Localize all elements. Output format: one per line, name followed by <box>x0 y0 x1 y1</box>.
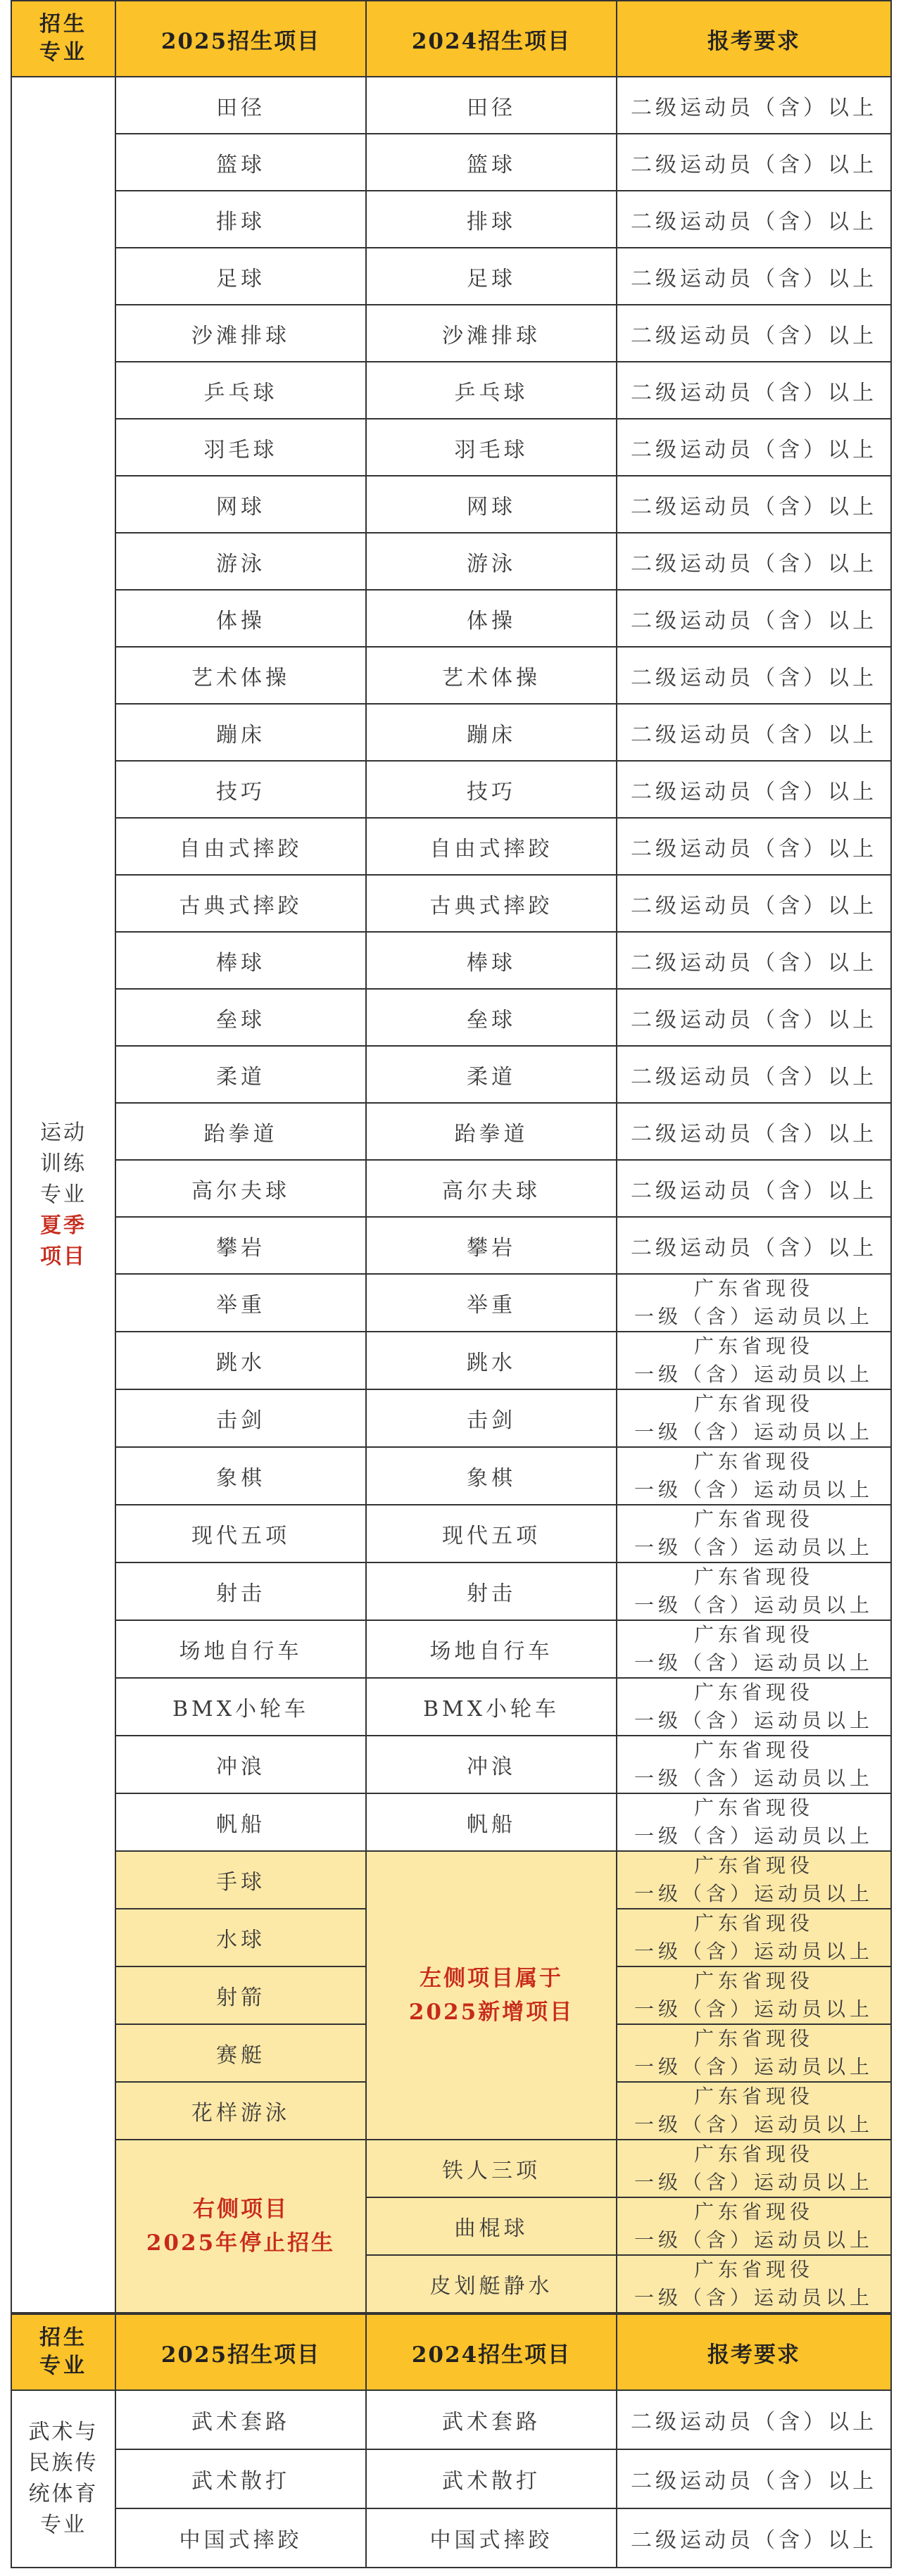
table-row <box>11 2390 891 2449</box>
project-2024: 排球 <box>366 191 617 248</box>
project-2025: 射击 <box>115 1562 366 1620</box>
requirement: 二级运动员（含）以上 <box>617 761 891 818</box>
project-2025: 艺术体操 <box>115 647 366 704</box>
project-2024: BMX小轮车 <box>366 1678 617 1736</box>
table-row <box>11 134 891 191</box>
header-2024: 2024招生项目 <box>366 2314 617 2390</box>
project-2025: 武术散打 <box>115 2449 366 2508</box>
table-row <box>11 875 891 932</box>
project-2024: 举重 <box>366 1274 617 1332</box>
project-2024: 跆拳道 <box>366 1103 617 1160</box>
text-line: 招生 <box>39 2325 87 2350</box>
requirement: 二级运动员（含）以上 <box>617 590 891 647</box>
requirement: 二级运动员（含）以上 <box>617 2508 891 2568</box>
project-2025: 攀岩 <box>115 1217 366 1274</box>
requirement <box>617 1851 891 1909</box>
table-row <box>11 476 891 533</box>
table-row <box>11 932 891 989</box>
header-category <box>11 1 115 77</box>
text-line: 一级（含）运动员以上 <box>634 1997 874 2021</box>
requirement: 二级运动员（含）以上 <box>617 305 891 362</box>
project-2025: 武术套路 <box>115 2390 366 2449</box>
text-line: 统体育 <box>28 2482 99 2506</box>
table-row <box>11 1046 891 1103</box>
project-2024: 羽毛球 <box>366 419 617 476</box>
table-row <box>11 761 891 818</box>
project-2024: 游泳 <box>366 533 617 590</box>
table-row <box>11 1274 891 1332</box>
project-2024: 高尔夫球 <box>366 1160 617 1217</box>
header-2024: 2024招生项目 <box>366 1 617 77</box>
table-row <box>11 1103 891 1160</box>
table-row <box>11 1217 891 1274</box>
requirement <box>617 1447 891 1505</box>
table-row <box>11 647 891 704</box>
table-row <box>11 1389 891 1447</box>
table-row <box>11 77 891 134</box>
table-row <box>11 989 891 1046</box>
requirement: 二级运动员（含）以上 <box>617 932 891 989</box>
text-line: 广东省现役 <box>693 1450 814 1473</box>
project-2024: 棒球 <box>366 932 617 989</box>
text-line: 一级（含）运动员以上 <box>634 1420 874 1444</box>
new-project-2025: 花样游泳 <box>115 2082 366 2140</box>
requirement: 二级运动员（含）以上 <box>617 818 891 875</box>
header-2025: 2025招生项目 <box>115 2314 366 2390</box>
table-row <box>11 419 891 476</box>
requirement: 二级运动员（含）以上 <box>617 77 891 134</box>
project-2025: 击剑 <box>115 1389 366 1447</box>
project-2025: 帆船 <box>115 1793 366 1851</box>
header-requirement: 报考要求 <box>617 2314 891 2390</box>
text-line: 一级（含）运动员以上 <box>634 2286 874 2309</box>
requirement: 二级运动员（含）以上 <box>617 476 891 533</box>
text-line: 专业 <box>39 2354 87 2378</box>
text-line: 广东省现役 <box>693 1623 814 1646</box>
table-row <box>11 1678 891 1736</box>
text-line: 一级（含）运动员以上 <box>634 1767 874 1790</box>
text-line: 一级（含）运动员以上 <box>634 2113 874 2136</box>
project-2024: 垒球 <box>366 989 617 1046</box>
text-line: 专业 <box>40 1182 87 1207</box>
text-line: 广东省现役 <box>693 1508 814 1531</box>
project-2024: 跳水 <box>366 1332 617 1389</box>
category-summer-training <box>11 77 115 2313</box>
project-2025: 自由式摔跤 <box>115 818 366 875</box>
new-project-2025: 射箭 <box>115 1966 366 2024</box>
requirement: 二级运动员（含）以上 <box>617 362 891 419</box>
text-line: 项目 <box>40 1244 87 1269</box>
text-line: 一级（含）运动员以上 <box>634 1305 874 1328</box>
text-line: 广东省现役 <box>693 2200 814 2223</box>
project-2024: 中国式摔跤 <box>366 2508 617 2568</box>
requirement <box>617 1793 891 1851</box>
text-line: 广东省现役 <box>693 2142 814 2166</box>
project-2024: 沙滩排球 <box>366 305 617 362</box>
stopped-project-2024: 曲棍球 <box>366 2197 617 2255</box>
header-category <box>11 2314 115 2390</box>
project-2024: 古典式摔跤 <box>366 875 617 932</box>
project-2024: 场地自行车 <box>366 1620 617 1678</box>
table-row <box>11 191 891 248</box>
project-2024: 自由式摔跤 <box>366 818 617 875</box>
text-line: 武术与 <box>28 2420 99 2444</box>
requirement <box>617 1389 891 1447</box>
requirement <box>617 1736 891 1793</box>
requirement <box>617 1966 891 2024</box>
text-line: 广东省现役 <box>693 1969 814 1993</box>
requirement: 二级运动员（含）以上 <box>617 1046 891 1103</box>
requirement <box>617 2197 891 2255</box>
table-row <box>11 305 891 362</box>
project-2025: 篮球 <box>115 134 366 191</box>
project-2024: 攀岩 <box>366 1217 617 1274</box>
project-2025: 技巧 <box>115 761 366 818</box>
project-2024: 体操 <box>366 590 617 647</box>
requirement <box>617 2024 891 2082</box>
text-line: 民族传 <box>28 2451 99 2475</box>
requirement: 二级运动员（含）以上 <box>617 2390 891 2449</box>
requirement <box>617 1620 891 1678</box>
requirement <box>617 2255 891 2313</box>
requirement <box>617 1562 891 1620</box>
new-items-note <box>366 1851 617 2140</box>
text-line: 广东省现役 <box>693 2027 814 2050</box>
project-2025: 游泳 <box>115 533 366 590</box>
requirement: 二级运动员（含）以上 <box>617 1160 891 1217</box>
project-2025: 田径 <box>115 77 366 134</box>
requirement: 二级运动员（含）以上 <box>617 2449 891 2508</box>
table-row <box>11 704 891 761</box>
requirement: 二级运动员（含）以上 <box>617 989 891 1046</box>
table-row <box>11 362 891 419</box>
text-line: 一级（含）运动员以上 <box>634 1882 874 1905</box>
text-line: 广东省现役 <box>693 2258 814 2281</box>
new-project-2025: 赛艇 <box>115 2024 366 2082</box>
project-2024: 篮球 <box>366 134 617 191</box>
text-line: 专业 <box>39 40 87 65</box>
requirement: 二级运动员（含）以上 <box>617 191 891 248</box>
project-2025: 跳水 <box>115 1332 366 1389</box>
text-line: 广东省现役 <box>693 1738 814 1762</box>
requirement: 二级运动员（含）以上 <box>617 1103 891 1160</box>
text-line: 一级（含）运动员以上 <box>634 1478 874 1501</box>
project-2025: 足球 <box>115 248 366 305</box>
text-line: 一级（含）运动员以上 <box>634 1651 874 1674</box>
text-line: 一级（含）运动员以上 <box>634 1363 874 1386</box>
table-row <box>11 1620 891 1678</box>
project-2024: 武术散打 <box>366 2449 617 2508</box>
project-2025: 体操 <box>115 590 366 647</box>
project-2025: 柔道 <box>115 1046 366 1103</box>
requirement: 二级运动员（含）以上 <box>617 533 891 590</box>
table-row <box>11 1447 891 1505</box>
category-martial-arts <box>11 2390 115 2568</box>
project-2025: 乒乓球 <box>115 362 366 419</box>
header-2025: 2025招生项目 <box>115 1 366 77</box>
requirement <box>617 1678 891 1736</box>
text-line: 运动 <box>40 1120 87 1145</box>
header-row <box>11 1 891 77</box>
text-line: 一级（含）运动员以上 <box>634 1940 874 1963</box>
project-2025: 场地自行车 <box>115 1620 366 1678</box>
requirement <box>617 2082 891 2140</box>
text-line: 一级（含）运动员以上 <box>634 1709 874 1732</box>
text-line: 一级（含）运动员以上 <box>634 2055 874 2078</box>
project-2024: 柔道 <box>366 1046 617 1103</box>
requirement: 二级运动员（含）以上 <box>617 875 891 932</box>
requirement <box>617 1505 891 1562</box>
project-2025: 蹦床 <box>115 704 366 761</box>
requirement <box>617 1274 891 1332</box>
table-row <box>11 1332 891 1389</box>
table-row <box>11 1160 891 1217</box>
project-2025: 古典式摔跤 <box>115 875 366 932</box>
text-line: 夏季 <box>40 1213 87 1238</box>
project-2024: 技巧 <box>366 761 617 818</box>
project-2025: 棒球 <box>115 932 366 989</box>
requirement: 二级运动员（含）以上 <box>617 419 891 476</box>
text-line: 训练 <box>40 1151 87 1176</box>
project-2025: 垒球 <box>115 989 366 1046</box>
requirement <box>617 1332 891 1389</box>
requirement: 二级运动员（含）以上 <box>617 647 891 704</box>
project-2024: 艺术体操 <box>366 647 617 704</box>
requirement: 二级运动员（含）以上 <box>617 248 891 305</box>
table-row <box>11 1505 891 1562</box>
requirement: 二级运动员（含）以上 <box>617 704 891 761</box>
project-2024: 射击 <box>366 1562 617 1620</box>
project-2025: 象棋 <box>115 1447 366 1505</box>
text-line: 广东省现役 <box>693 1277 814 1300</box>
stopped-items-note <box>115 2140 366 2313</box>
text-line: 左侧项目属于 <box>420 1966 563 1991</box>
project-2025: BMX小轮车 <box>115 1678 366 1736</box>
table-row <box>11 2508 891 2568</box>
requirement: 二级运动员（含）以上 <box>617 134 891 191</box>
project-2025: 高尔夫球 <box>115 1160 366 1217</box>
project-2025: 羽毛球 <box>115 419 366 476</box>
table-row <box>11 1736 891 1793</box>
project-2024: 网球 <box>366 476 617 533</box>
admissions-table <box>11 0 890 2566</box>
project-2024: 武术套路 <box>366 2390 617 2449</box>
text-line: 右侧项目 <box>193 2197 289 2222</box>
table-row <box>11 1793 891 1851</box>
header-row <box>11 2314 891 2390</box>
requirement <box>617 1909 891 1966</box>
project-2024: 足球 <box>366 248 617 305</box>
header-requirement: 报考要求 <box>617 1 891 77</box>
project-2025: 冲浪 <box>115 1736 366 1793</box>
project-2025: 沙滩排球 <box>115 305 366 362</box>
project-2025: 跆拳道 <box>115 1103 366 1160</box>
table-row <box>11 818 891 875</box>
table-row <box>11 590 891 647</box>
stopped-project-2024: 铁人三项 <box>366 2140 617 2197</box>
text-line: 一级（含）运动员以上 <box>634 1593 874 1617</box>
project-2024: 击剑 <box>366 1389 617 1447</box>
project-2024: 帆船 <box>366 1793 617 1851</box>
table-row <box>11 2449 891 2508</box>
project-2024: 现代五项 <box>366 1505 617 1562</box>
requirement: 二级运动员（含）以上 <box>617 1217 891 1274</box>
text-line: 一级（含）运动员以上 <box>634 2228 874 2252</box>
project-2024: 乒乓球 <box>366 362 617 419</box>
project-2025: 网球 <box>115 476 366 533</box>
text-line: 专业 <box>40 2513 87 2537</box>
table-row <box>11 248 891 305</box>
text-line: 广东省现役 <box>693 1796 814 1819</box>
text-line: 广东省现役 <box>693 1392 814 1415</box>
table-row <box>11 1562 891 1620</box>
text-line: 广东省现役 <box>693 2085 814 2108</box>
stopped-project-2024: 皮划艇静水 <box>366 2255 617 2313</box>
project-2025: 举重 <box>115 1274 366 1332</box>
table-row <box>11 2140 891 2197</box>
project-2024: 象棋 <box>366 1447 617 1505</box>
text-line: 广东省现役 <box>693 1912 814 1935</box>
text-line: 招生 <box>39 12 87 37</box>
new-project-2025: 手球 <box>115 1851 366 1909</box>
text-line: 一级（含）运动员以上 <box>634 2171 874 2194</box>
requirement <box>617 2140 891 2197</box>
text-line: 广东省现役 <box>693 1334 814 1358</box>
project-2024: 冲浪 <box>366 1736 617 1793</box>
project-2025: 排球 <box>115 191 366 248</box>
text-line: 2025新增项目 <box>408 2000 574 2025</box>
text-line: 广东省现役 <box>693 1681 814 1704</box>
text-line: 广东省现役 <box>693 1565 814 1589</box>
table-row <box>11 533 891 590</box>
project-2025: 现代五项 <box>115 1505 366 1562</box>
project-2025: 中国式摔跤 <box>115 2508 366 2568</box>
table-row <box>11 1851 891 1909</box>
text-line: 一级（含）运动员以上 <box>634 1824 874 1848</box>
project-2024: 田径 <box>366 77 617 134</box>
text-line: 广东省现役 <box>693 1854 814 1877</box>
new-project-2025: 水球 <box>115 1909 366 1966</box>
text-line: 2025年停止招生 <box>146 2230 336 2256</box>
text-line: 一级（含）运动员以上 <box>634 1536 874 1559</box>
project-2024: 蹦床 <box>366 704 617 761</box>
